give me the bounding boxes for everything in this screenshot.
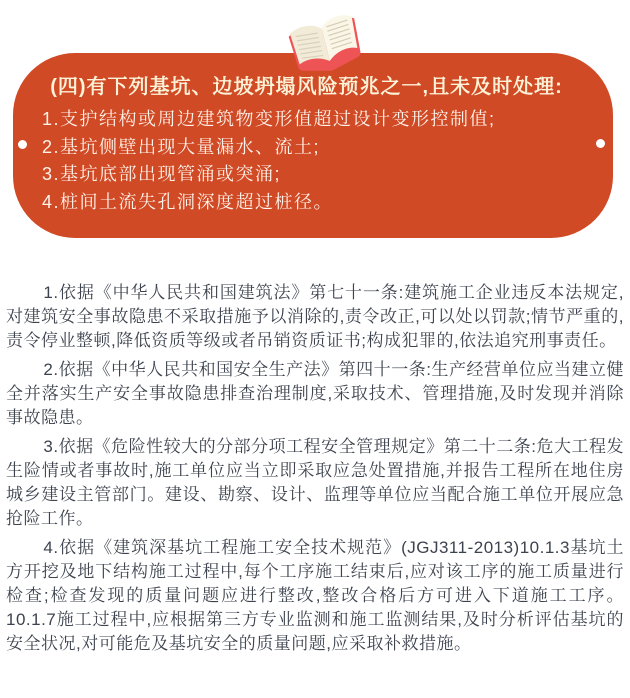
legal-basis-section	[6, 281, 624, 661]
risk-item-1: 1.支护结构或周边建筑物变形值超过设计变形控制值;	[42, 109, 496, 129]
risk-item-4: 4.桩间土流失孔洞深度超过桩径。	[42, 191, 334, 212]
legal-basis-paragraph-1: 1.依据《中华人民共和国建筑法》第七十一条:建筑施工企业违反本法规定,对建筑安全事故隐患不采取措施予以消除的,责令改正,可以处以罚款;情节严重的,责令停业整顿,降低资质等级或者吊销资质证书;构成犯罪的,依法追究刑事责任。	[6, 283, 624, 350]
open-book-icon	[284, 14, 368, 78]
legal-basis-paragraph-2: 2.依据《中华人民共和国安全生产法》第四十一条:生产经营单位应当建立健全并落实生产安全事故隐患排查治理制度,采取技术、管理措施,及时发现并消除事故隐患。	[6, 360, 624, 427]
risk-item-2: 2.基坑侧壁出现大量漏水、流土;	[42, 136, 321, 157]
risk-warning-card	[13, 53, 613, 238]
right-dot-decoration	[596, 139, 605, 148]
open-book-graphic	[284, 14, 368, 76]
card-title: (四)有下列基坑、边坡坍塌风险预兆之一,且未及时处理:	[50, 76, 563, 98]
legal-basis-paragraph-4: 4.依据《建筑深基坑工程施工安全技术规范》(JGJ311-2013)10.1.3基坑土方开挖及地下结构施工过程中,每个工序施工结束后,应对该工序的施工质量进行检查;检查发现的质量问题应进行整改,整改合格后方可进入下道施工工序。10.1.7施工过程中,应根据第三方专业监测和施工监测结果,及时分析评估基坑的安全状况,对可能危及基坑安全的质量问题,应采取补救措施。	[6, 538, 624, 653]
legal-basis-paragraph-3: 3.依据《危险性较大的分部分项工程安全管理规定》第二十二条:危大工程发生险情或者事故时,施工单位应当立即采取应急处置措施,并报告工程所在地住房城乡建设主管部门。建设、勘察、设计、监理等单位应当配合施工单位开展应急抢险工作。	[6, 437, 624, 528]
risk-item-3: 3.基坑底部出现管涌或突涌;	[42, 164, 282, 184]
risk-item-list	[28, 106, 585, 216]
left-dot-decoration	[18, 140, 27, 149]
